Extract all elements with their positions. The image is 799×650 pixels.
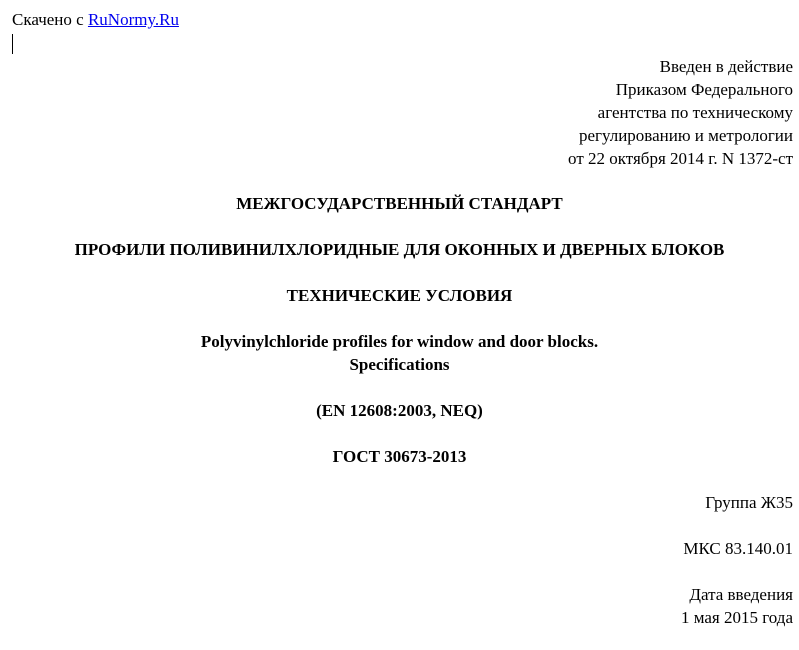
approval-line: агентства по техническому — [597, 103, 793, 122]
equivalence-note: (EN 12608:2003, NEQ) — [316, 401, 483, 420]
source-link[interactable]: RuNormy.Ru — [87, 10, 179, 29]
approval-line: Введен в действие — [659, 57, 793, 76]
standard-category: МЕЖГОСУДАРСТВЕННЫЙ СТАНДАРТ — [236, 194, 563, 213]
english-title-line: Specifications — [349, 355, 450, 374]
source-line — [12, 8, 179, 31]
standard-title: ПРОФИЛИ ПОЛИВИНИЛХЛОРИДНЫЕ ДЛЯ ОКОННЫХ И ДВЕРНЫХ БЛОКОВ — [74, 240, 725, 259]
english-title-line: Polyvinylchloride profiles for window and door blocks. — [200, 332, 599, 351]
mks-code: МКС 83.140.01 — [683, 539, 793, 558]
approval-line: Приказом Федерального — [615, 80, 793, 99]
approval-block — [568, 55, 793, 170]
english-title — [0, 330, 799, 376]
introduction-date-block — [681, 583, 793, 629]
source-prefix: Скачено с — [12, 10, 84, 29]
introduction-date-value: 1 мая 2015 года — [680, 608, 793, 627]
text-cursor — [12, 34, 13, 54]
standard-subtitle: ТЕХНИЧЕСКИЕ УСЛОВИЯ — [286, 286, 513, 305]
approval-line: от 22 октября 2014 г. N 1372-ст — [568, 149, 793, 168]
approval-line: регулированию и метрологии — [578, 126, 793, 145]
introduction-date-label: Дата введения — [689, 585, 793, 604]
standard-designation: ГОСТ 30673-2013 — [332, 447, 467, 466]
group-code: Группа Ж35 — [705, 493, 793, 512]
